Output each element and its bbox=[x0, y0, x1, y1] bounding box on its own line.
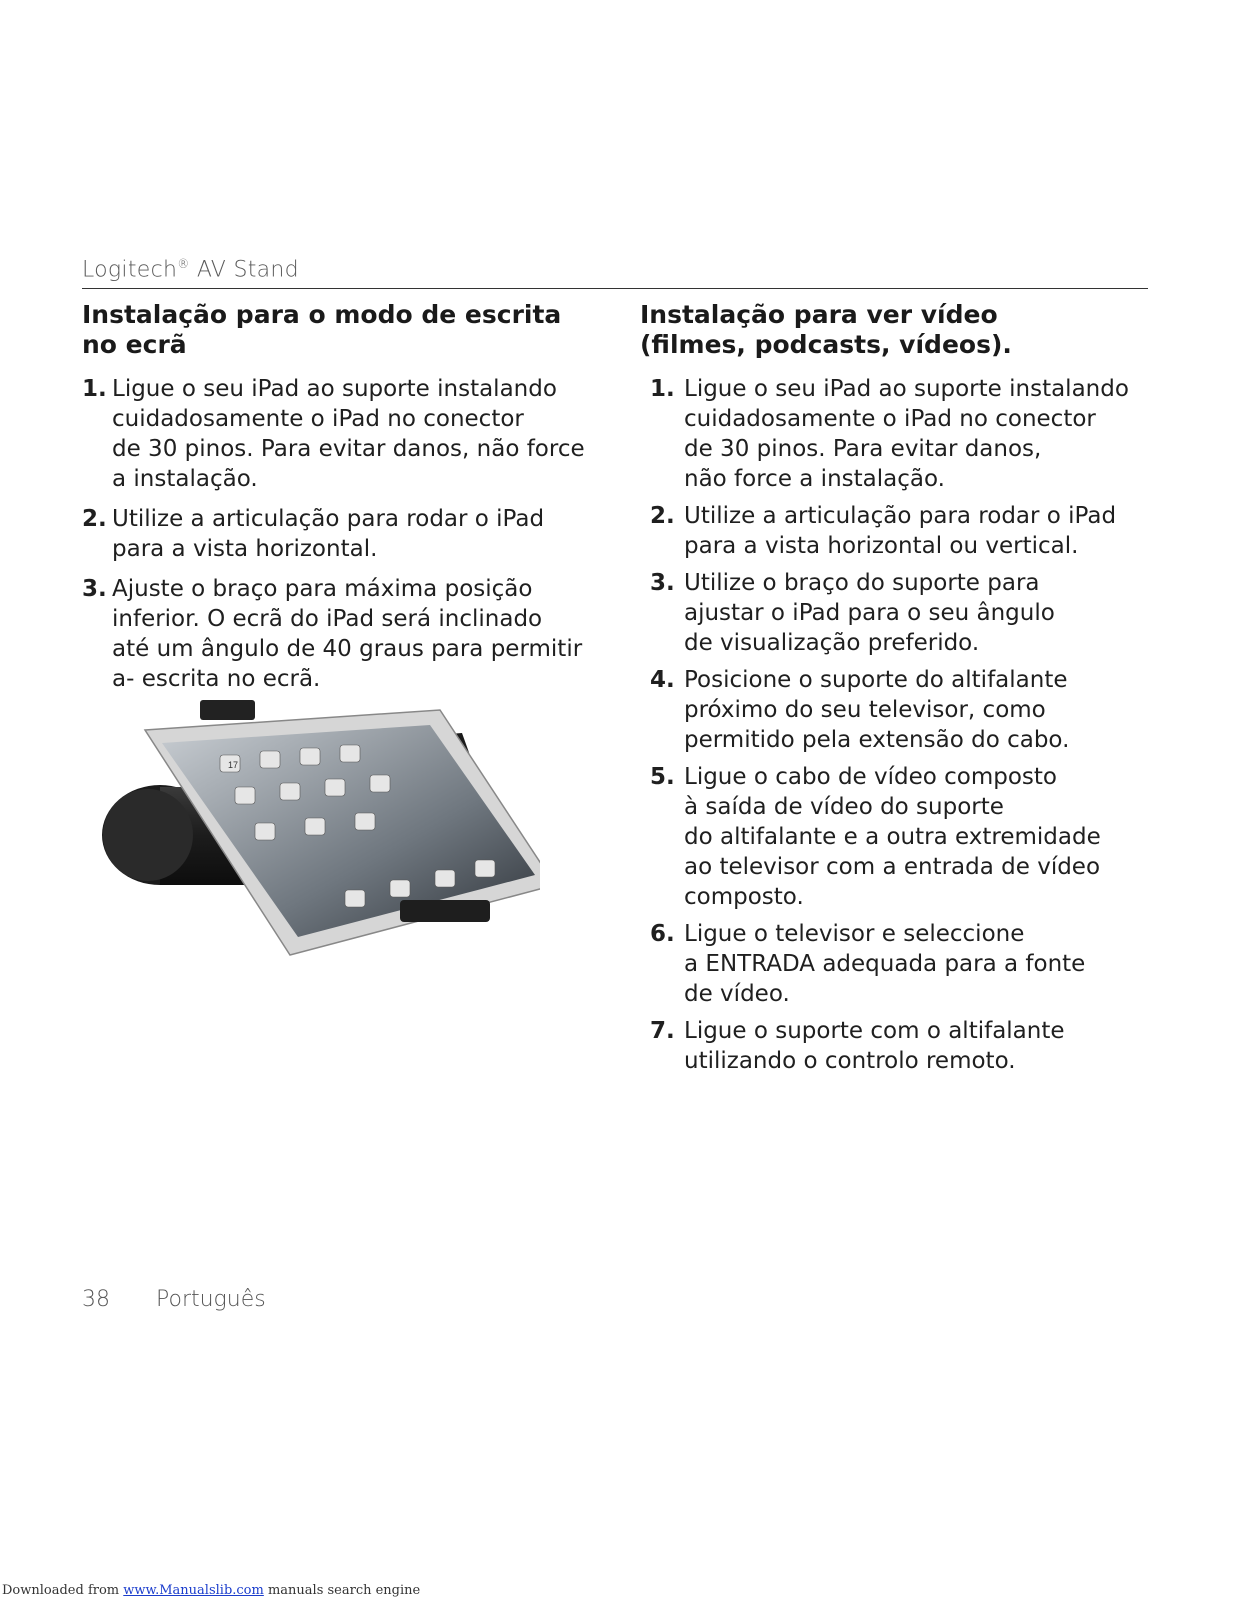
running-header bbox=[82, 257, 299, 282]
step-item bbox=[640, 919, 1160, 1009]
step-number: 3. bbox=[650, 570, 675, 596]
download-credit bbox=[2, 1583, 420, 1598]
step-line: Ligue o suporte com o altifalante bbox=[684, 1018, 1065, 1044]
step-line: de vídeo. bbox=[684, 981, 790, 1007]
step-line: a instalação. bbox=[112, 466, 258, 492]
step-line: inferior. O ecrã do iPad será inclinado bbox=[112, 606, 543, 632]
step-line: não force a instalação. bbox=[684, 466, 945, 492]
step-number: 2. bbox=[650, 503, 675, 529]
step-number: 3. bbox=[82, 576, 107, 602]
header-divider bbox=[82, 288, 1148, 289]
step-text bbox=[684, 374, 1160, 494]
step-item bbox=[82, 504, 602, 564]
right-column bbox=[640, 300, 1160, 1083]
step-item bbox=[640, 762, 1160, 912]
step-line: de 30 pinos. Para evitar danos, bbox=[684, 436, 1042, 462]
step-line: Ligue o cabo de vídeo composto bbox=[684, 764, 1058, 790]
step-number: 5. bbox=[650, 764, 675, 790]
step-item bbox=[640, 374, 1160, 494]
step-line: Ligue o seu iPad ao suporte instalando bbox=[112, 376, 557, 402]
registered-mark: ® bbox=[177, 257, 190, 271]
step-line: ajustar o iPad para o seu ângulo bbox=[684, 600, 1055, 626]
page-number: 38 bbox=[82, 1287, 110, 1312]
product-name: AV Stand bbox=[196, 257, 299, 283]
step-item bbox=[640, 501, 1160, 561]
step-line: Ligue o televisor e seleccione bbox=[684, 921, 1025, 947]
step-text bbox=[112, 504, 602, 564]
step-line: à saída de vídeo do suporte bbox=[684, 794, 1004, 820]
left-heading-line-1: Instalação para o modo de escrita bbox=[82, 300, 562, 329]
right-heading-line-1: Instalação para ver vídeo bbox=[640, 300, 998, 329]
step-line: ao televisor com a entrada de vídeo bbox=[684, 854, 1101, 880]
credit-prefix: Downloaded from bbox=[2, 1583, 124, 1598]
step-line: Utilize a articulação para rodar o iPad bbox=[684, 503, 1117, 529]
right-heading bbox=[640, 300, 1160, 360]
step-line: de 30 pinos. Para evitar danos, não force bbox=[112, 436, 585, 462]
right-heading-line-2: (filmes, podcasts, vídeos). bbox=[640, 330, 1012, 359]
step-text bbox=[684, 501, 1160, 561]
footer-language: Português bbox=[156, 1287, 266, 1312]
step-item bbox=[82, 574, 602, 694]
left-heading-line-2: no ecrã bbox=[82, 330, 187, 359]
step-line: Ajuste o braço para máxima posição bbox=[112, 576, 533, 602]
brand-name: Logitech bbox=[82, 257, 178, 283]
step-line: de visualização preferido. bbox=[684, 630, 980, 656]
step-text bbox=[684, 762, 1160, 912]
step-text bbox=[684, 568, 1160, 658]
step-line: utilizando o controlo remoto. bbox=[684, 1048, 1016, 1074]
step-line: para a vista horizontal. bbox=[112, 536, 378, 562]
step-line: Ligue o seu iPad ao suporte instalando bbox=[684, 376, 1129, 402]
step-number: 6. bbox=[650, 921, 675, 947]
step-item bbox=[640, 1016, 1160, 1076]
step-text bbox=[684, 665, 1160, 755]
step-text bbox=[684, 919, 1160, 1009]
credit-suffix: manuals search engine bbox=[263, 1583, 421, 1598]
step-line: a- escrita no ecrã. bbox=[112, 666, 321, 692]
step-item bbox=[640, 568, 1160, 658]
step-line: do altifalante e a outra extremidade bbox=[684, 824, 1101, 850]
step-line: até um ângulo de 40 graus para permitir bbox=[112, 636, 583, 662]
right-steps-list bbox=[640, 374, 1160, 1076]
step-item bbox=[82, 374, 602, 494]
step-number: 1. bbox=[650, 376, 675, 402]
step-line: para a vista horizontal ou vertical. bbox=[684, 533, 1079, 559]
step-line: a ENTRADA adequada para a fonte bbox=[684, 951, 1086, 977]
manualslib-link[interactable]: www.Manualslib.com bbox=[123, 1583, 264, 1598]
step-text bbox=[112, 574, 602, 694]
page-footer bbox=[82, 1287, 266, 1312]
step-line: composto. bbox=[684, 884, 804, 910]
step-line: Utilize o braço do suporte para bbox=[684, 570, 1040, 596]
left-steps-list bbox=[82, 374, 602, 694]
left-column bbox=[82, 300, 602, 704]
step-number: 1. bbox=[82, 376, 107, 402]
step-line: cuidadosamente o iPad no conector bbox=[684, 406, 1096, 432]
step-item bbox=[640, 665, 1160, 755]
step-text bbox=[112, 374, 602, 494]
step-line: Posicione o suporte do altifalante bbox=[684, 667, 1068, 693]
step-text bbox=[684, 1016, 1160, 1076]
step-number: 2. bbox=[82, 506, 107, 532]
step-line: Utilize a articulação para rodar o iPad bbox=[112, 506, 545, 532]
left-heading bbox=[82, 300, 602, 360]
step-line: cuidadosamente o iPad no conector bbox=[112, 406, 524, 432]
step-number: 7. bbox=[650, 1018, 675, 1044]
step-line: permitido pela extensão do cabo. bbox=[684, 727, 1070, 753]
step-number: 4. bbox=[650, 667, 675, 693]
ipad-stand-photo bbox=[100, 695, 540, 970]
step-line: próximo do seu televisor, como bbox=[684, 697, 1046, 723]
calendar-icon-label: 17 bbox=[228, 760, 239, 770]
